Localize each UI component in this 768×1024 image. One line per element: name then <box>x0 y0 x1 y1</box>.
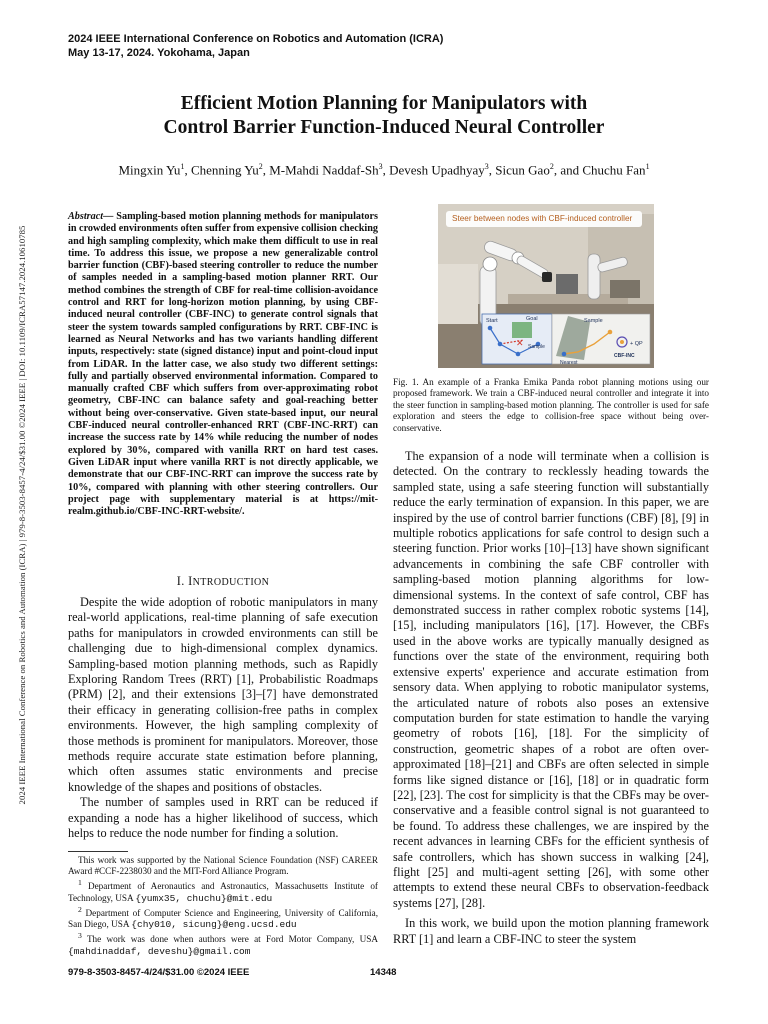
planning-inset-tree <box>482 314 552 364</box>
footnote-mark: 3 <box>78 931 82 941</box>
section-title-rest: NTRODUCTION <box>192 577 270 588</box>
title-line-2: Control Barrier Function-Induced Neural Controller <box>163 117 605 138</box>
paragraph: In this work, we build upon the motion planning framework RRT [1] and learn a CBF-INC to steer the system <box>393 916 709 946</box>
section-heading-introduction <box>68 574 378 589</box>
affiliation-email: {mahdinaddaf, deveshu}@gmail.com <box>68 945 251 957</box>
label-sample: Sample <box>528 344 545 350</box>
abstract <box>68 211 378 518</box>
author-affiliation: 2 <box>549 162 554 171</box>
doi-sidebar-text: 2024 IEEE International Conference on Robotics and Automation (ICRA) | 979-8-3503-8457-4/24/$31.00 ©2024 IEEE | DOI: 10.1109/ICRA57147.2024.10610785 <box>17 225 27 805</box>
affiliation-email: {yumx35, chuchu}@mit.edu <box>135 892 273 904</box>
author: M-Mahdi Naddaf-Sh <box>269 162 379 178</box>
figure-banner: Steer between nodes with CBF-induced controller <box>446 211 642 227</box>
affiliation-note <box>68 930 378 956</box>
title-line-1: Efficient Motion Planning for Manipulators with <box>180 93 588 114</box>
author: Chuchu Fan <box>582 162 646 178</box>
author-affiliation: 2 <box>258 162 263 171</box>
footnote-mark: 2 <box>78 904 82 914</box>
author-separator: , <box>262 162 270 178</box>
label-start: Start <box>486 318 498 324</box>
footnote-mark: 1 <box>78 878 82 888</box>
section-title-initial: I <box>188 574 193 588</box>
page-number: 14348 <box>370 967 397 978</box>
affiliation-text: Department of Aeronautics and Astronautics, Massachusetts Institute of Technology, USA <box>68 881 378 903</box>
affiliation-email: {chy010, sicung}@eng.ucsd.edu <box>131 919 297 931</box>
figure-caption: Fig. 1. An example of a Franka Emika Panda robot planning motions using our proposed framework. We train a CBF-induced neural controller and integrate it into the steer function in sampling-based motion planning. The controller is used for safe exploration and steers the edge to collision-free space without being over-conservative. <box>393 377 709 433</box>
label-qp: + QP <box>630 341 643 347</box>
author: Mingxin Yu <box>118 162 181 178</box>
conference-name: 2024 IEEE International Conference on Robotics and Automation (ICRA) <box>68 33 444 45</box>
author: Chenning Yu <box>190 162 259 178</box>
label-goal: Goal <box>526 316 538 322</box>
paragraph: The expansion of a node will terminate when a collision is detected. On the contrary to recklessly heading towards the sampled state, using a safe steering function will substantially reduce the early termination of expansion. In this paper, we are inspired by the use of control barrier functions (CBF) [8], [9] in multiple robotics applications for safe control to design such a steering function. Prior works [10]–[13] have shown significant advancements in combining the safe CBF controller with sampling-based motion planning algorithms for low-dimensional systems. In the context of safe control, CBF has demonstrated success in rather complex robotic systems [14], [15], including manipulators [16], [17]. However, the CBFs used in the above works are typically manually designed as functions over the state of the environment, requiring both extensive experts' experience and accurate estimation from sensory data. When applying to robotic manipulator systems, the articulated nature of robots also poses an extensive computation burden for state estimation to handle the varying geometry of robots [16], [18]. For the simplicity of construction, geometric shapes of a robot are often over-approximated [18]–[21] and CBFs are often selected in simple forms like signed distance or [16], [18] or in quadratic form [22], [23]. The cost for simplicity is that the CBFs may be over-conservative and a feasible control signal is not guaranteed to be found. To address these challenges, we are inspired by the recent advances in learning CBFs for the efficient synthesis of safe controllers, which has shown success in walking [24], flight [25] and multi-agent setting [26], with some other attempts to extend these neural CBFs to observation-feedback systems [27], [28]. <box>393 449 709 910</box>
planning-inset-steer <box>552 314 650 366</box>
figure-robot-planning <box>438 204 654 368</box>
affiliation-text: Department of Computer Science and Engineering, University of California, San Diego, USA <box>68 907 378 930</box>
footnotes <box>68 855 378 957</box>
paper-title <box>0 92 768 140</box>
paragraph: The number of samples used in RRT can be reduced if expanding a node has a higher likelihood of success, which helps to reduce the node number for finding a solution. <box>68 795 378 841</box>
doi-sidebar <box>15 170 29 860</box>
affiliation-note <box>68 877 378 903</box>
conference-header <box>68 32 443 60</box>
author: Devesh Upadhyay <box>389 162 485 178</box>
figure-illustration <box>438 204 654 368</box>
section-number: I. <box>176 574 185 588</box>
author-affiliation: 3 <box>378 162 383 171</box>
funding-note: This work was supported by the National Science Foundation (NSF) CAREER Award #CCF-2238030 and the MIT-Ford Alliance Program. <box>68 855 378 877</box>
abstract-text: — Sampling-based motion planning methods for manipulators in crowded environments often suffer from expensive collision checking and high sampling complexity, which make them difficult to use in real time. To address this issue, we propose a new generalizable control barrier function (CBF)-based steering controller to reduce the number of samples needed in a sampling-based motion planner RRT. Our method combines the strength of CBF for real-time collision-avoidance control and RRT for long-horizon motion planning, by using CBF-induced neural controller (CBF-INC) to generate control signals that steer the system towards sampled configurations by RRT. CBF-INC is learned as Neural Networks and has two variants handling different inputs, respectively: state (signed distance) input and point-cloud input from LiDAR. In the latter case, we also study two different settings: fully and partially observed environmental information. Compared to manually crafted CBF which suffers from over-approximating robot geometry, CBF-INC can balance safety and goal-reaching better without being over-conservative. Given state-based input, our neural CBF-induced neural controller-enhanced RRT (CBF-INC-RRT) can increase the success rate by 14% while reducing the number of nodes explored by 30%, compared with vanilla RRT on hard test cases. Given LiDAR input where vanilla RRT is not directly applicable, we demonstrate that our CBF-INC-RRT can improve the success rate by 10%, compared with planning with other steering controllers. Our project page with supplementary material is at https://mit-realm.github.io/CBF-INC-RRT-website/. <box>68 211 378 518</box>
paragraph: Despite the wide adoption of robotic manipulators in many real-world applications, real-time planning of safe execution paths for manipulators in crowded environments can still be challenging due to high-dimensional complex dynamics. Sampling-based motion planning methods, such as Rapidly Exploring Random Trees (RRT) [1], Probabilistic Roadmaps (PRM) [2], and their extensions [3]–[7] have demonstrated their efficacy in generating collision-free paths in complex environments. However, the high sampling complexity of those methods is prominent for manipulators. Moreover, those methods require accurate state estimation before planning, which often assumes static environments and precise knowledge of the shapes and positions of obstacles. <box>68 595 378 794</box>
label-sample-2: Sample <box>584 318 603 324</box>
label-cbfinc: CBF-INC <box>614 353 635 359</box>
author-affiliation: 3 <box>484 162 489 171</box>
author-affiliation: 1 <box>645 162 650 171</box>
author-separator: , <box>488 162 496 178</box>
obstacle-box <box>610 280 640 298</box>
shelf <box>438 264 478 324</box>
obstacle-box <box>556 274 578 294</box>
author-separator: , <box>382 162 390 178</box>
affiliation-text: The work was done when authors were at Ford Motor Company, USA <box>81 934 378 945</box>
footnote-rule <box>68 851 128 852</box>
author-list <box>0 162 768 178</box>
author-affiliation: 1 <box>180 162 185 171</box>
conference-date: May 13-17, 2024. Yokohama, Japan <box>68 47 250 59</box>
author-separator: , <box>184 162 191 178</box>
introduction-body <box>68 595 378 842</box>
author-separator: , and <box>553 162 583 178</box>
svg-text:✕: ✕ <box>516 338 524 348</box>
footer-isbn: 979-8-3503-8457-4/24/$31.00 ©2024 IEEE <box>68 967 250 978</box>
label-nearest: Nearest <box>560 360 578 366</box>
right-column-body <box>393 449 709 947</box>
author: Sicun Gao <box>495 162 550 178</box>
abstract-label: Abstract <box>68 211 104 222</box>
affiliation-note <box>68 904 378 930</box>
